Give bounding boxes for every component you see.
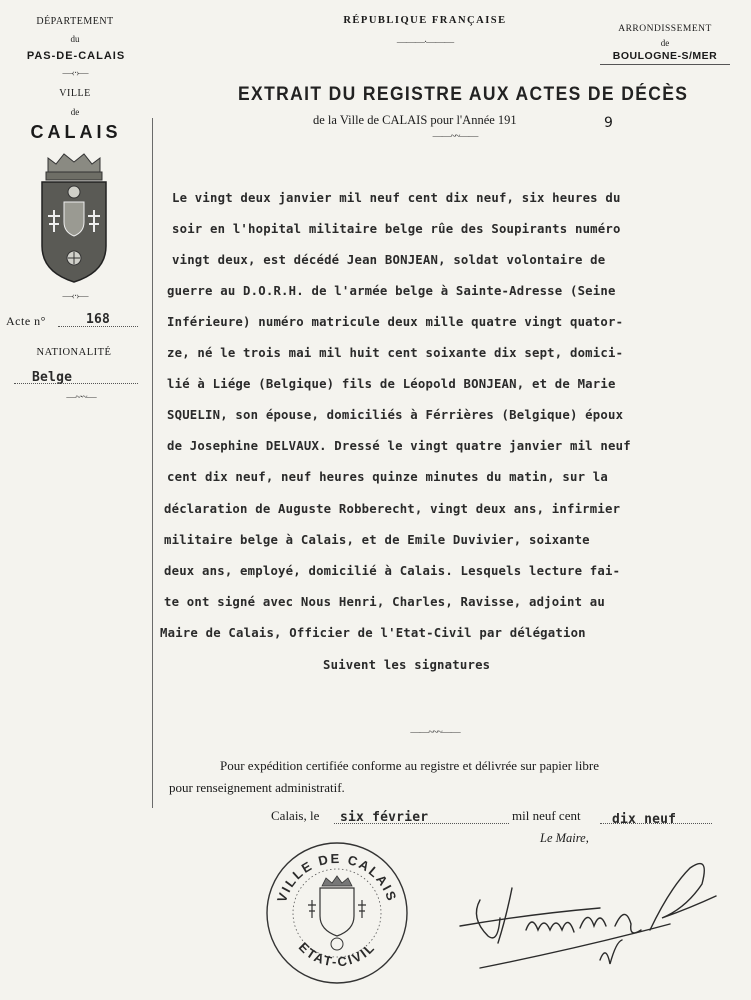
body-line-10: cent dix neuf, neuf heures quinze minutes du matin, sur la xyxy=(167,470,608,484)
certification-line-1: Pour expédition certifiée conforme au registre et délivrée sur papier libre xyxy=(220,758,600,773)
etat-civil-stamp xyxy=(262,838,412,988)
body-line-16: Suivent les signatures xyxy=(323,658,491,672)
body-line-3: vingt deux, est décédé Jean BONJEAN, soldat volontaire de xyxy=(172,253,606,267)
le-maire-label: Le Maire, xyxy=(540,831,589,845)
body-line-9: de Josephine DELVAUX. Dressé le vingt quatre janvier mil neuf xyxy=(167,439,631,453)
nationalite-value: Belge xyxy=(32,370,73,385)
body-line-6: ze, né le trois mai mil huit cent soixante dix sept, domici- xyxy=(167,346,624,360)
body-line-5: Inférieure) numéro matricule deux mille quatre vingt quator- xyxy=(167,315,624,329)
certification-line-2: pour renseignement administratif. xyxy=(169,780,345,795)
ville-name: CALAIS xyxy=(30,122,122,142)
document-subtitle: de la Ville de CALAIS pour l'Année 191 xyxy=(313,113,517,127)
calais-coat-of-arms xyxy=(34,150,114,285)
acte-label: Acte n° xyxy=(6,314,46,328)
mayor-signature xyxy=(440,848,730,983)
acte-number: 168 xyxy=(86,312,111,327)
arrondissement-value: BOULOGNE-S/MER xyxy=(612,50,718,62)
ville-label: VILLE xyxy=(59,88,91,99)
arrondissement-label: ARRONDISSEMENT xyxy=(618,24,712,34)
departement-label: DÉPARTEMENT xyxy=(36,16,114,27)
ville-de: de xyxy=(70,107,80,117)
nationalite-label: NATIONALITÉ xyxy=(36,347,112,358)
ornament-divider: —‹·›— xyxy=(62,68,88,79)
body-line-11: déclaration de Auguste Robberecht, vingt deux ans, infirmier xyxy=(164,502,621,516)
year-digit: 9 xyxy=(604,115,613,131)
republic-ornament: ———·——— xyxy=(396,37,454,48)
mil-neuf-cent-label: mil neuf cent xyxy=(512,808,581,823)
arrondissement-de: de xyxy=(660,38,670,48)
body-end-ornament: ——~~~—— xyxy=(410,727,460,738)
departement-du: du xyxy=(70,34,80,44)
body-line-8: SQUELIN, son épouse, domiciliés à Férrières (Belgique) époux xyxy=(167,408,624,422)
date-year: dix neuf xyxy=(612,812,677,827)
body-line-2: soir en l'hopital militaire belge rûe des Soupirants numéro xyxy=(172,222,621,236)
body-line-15: Maire de Calais, Officier de l'Etat-Civil par délégation xyxy=(160,626,586,640)
svg-text:ETAT-CIVIL xyxy=(296,939,379,969)
ornament-divider-3: —~·~— xyxy=(66,392,96,403)
arrondissement-underline xyxy=(600,64,730,65)
republique-francaise: RÉPUBLIQUE FRANÇAISE xyxy=(343,15,507,26)
departement-name: PAS-DE-CALAIS xyxy=(26,50,126,62)
margin-separator-line xyxy=(152,118,153,808)
body-line-4: guerre au D.O.R.H. de l'armée belge à Sainte-Adresse (Seine xyxy=(167,284,616,298)
body-line-1: Le vingt deux janvier mil neuf cent dix neuf, six heures du xyxy=(172,191,621,205)
body-line-7: lié à Liége (Belgique) fils de Léopold BONJEAN, et de Marie xyxy=(167,377,616,391)
nationalite-line xyxy=(14,383,138,384)
body-line-14: te ont signé avec Nous Henri, Charles, Ravisse, adjoint au xyxy=(164,595,605,609)
body-line-12: militaire belge à Calais, et de Emile Duvivier, soixante xyxy=(164,533,590,547)
ornament-divider-2: —‹·›— xyxy=(62,291,88,302)
body-line-13: deux ans, employé, domicilié à Calais. Lesquels lecture fai- xyxy=(164,564,621,578)
stamp-top-text: VILLE DE CALAIS xyxy=(273,850,401,905)
stamp-bottom-text: ETAT-CIVIL xyxy=(295,939,379,970)
title-ornament: ——~~—— xyxy=(432,131,478,142)
date-day: six février xyxy=(340,810,429,825)
document-title: EXTRAIT DU REGISTRE AUX ACTES DE DÉCÈS xyxy=(238,84,689,105)
calais-le-label: Calais, le xyxy=(271,808,320,823)
